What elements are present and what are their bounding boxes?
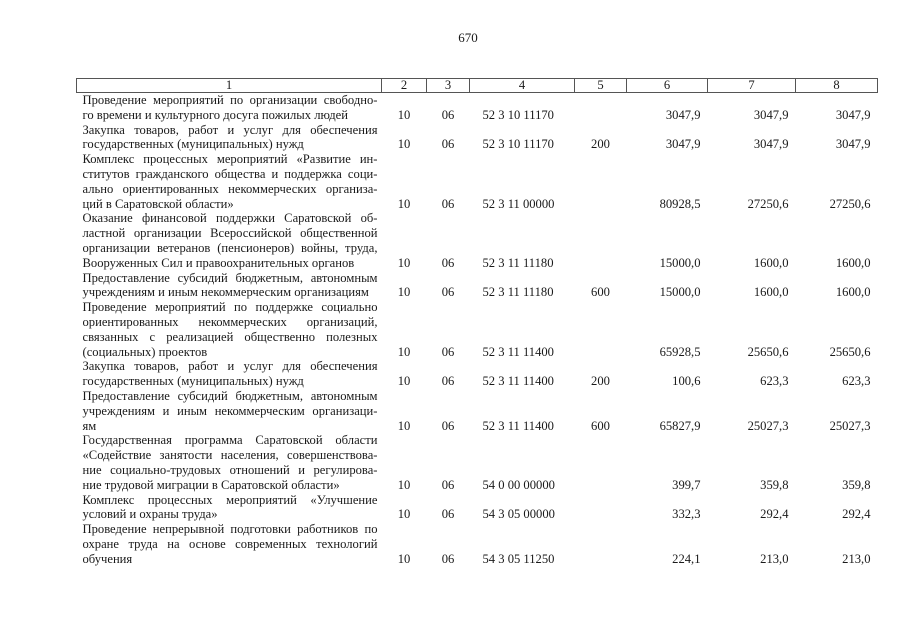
expense-type-cell: 600: [591, 418, 610, 433]
expense-type-cell: [575, 522, 627, 566]
expense-type-cell: [575, 211, 627, 270]
amount-cell: 100,6: [672, 374, 701, 389]
amount-cell: 359,8: [842, 477, 871, 492]
description-line: Предоставление субсидий бюджетным, автономным: [82, 270, 378, 285]
description-line: охране труда на основе современных технологий: [82, 536, 378, 551]
section-cell: 10: [397, 285, 411, 300]
target-article-cell: 52 3 11 11400: [482, 374, 554, 389]
column-header: 3: [427, 79, 470, 93]
amount-cell: 27250,6: [747, 196, 789, 211]
row-description: [77, 211, 382, 270]
row-description: [77, 389, 382, 433]
subsection-cell: 06: [441, 551, 455, 566]
target-article-cell: 52 3 11 11400: [482, 418, 554, 433]
amount-cell: 213,0: [842, 551, 871, 566]
subsection-cell: 06: [441, 507, 455, 522]
amount-cell: 213,0: [760, 551, 789, 566]
amount-cell: 1600,0: [835, 285, 871, 300]
row-description: [77, 359, 382, 389]
target-article-cell: 54 3 05 11250: [482, 551, 555, 566]
row-description: [77, 300, 382, 359]
table-row: [77, 433, 878, 492]
section-cell: 10: [397, 507, 411, 522]
amount-cell: 15000,0: [659, 285, 701, 300]
section-cell: 10: [397, 344, 411, 359]
subsection-cell: 06: [441, 107, 455, 122]
description-line: Комплекс процессных мероприятий «Улучшение: [82, 492, 378, 507]
amount-cell: 3047,9: [753, 107, 789, 122]
table-row: [77, 93, 878, 123]
amount-cell: 332,3: [672, 507, 701, 522]
description-line: ние социально-трудовых отношений и регулирова-: [82, 462, 378, 477]
amount-cell: 15000,0: [659, 255, 701, 270]
subsection-cell: 06: [441, 285, 455, 300]
target-article-cell: 52 3 11 11400: [482, 344, 554, 359]
expense-type-cell: [575, 493, 627, 523]
description-line: обучения: [82, 551, 133, 566]
row-description: [77, 271, 382, 301]
amount-cell: 1600,0: [835, 255, 871, 270]
description-line: учреждениям и иным некоммерческим организаци-: [82, 403, 378, 418]
amount-cell: 25027,3: [747, 418, 789, 433]
page-number: 670: [458, 30, 478, 45]
amount-cell: 3047,9: [835, 137, 871, 152]
amount-cell: 623,3: [760, 374, 789, 389]
target-article-cell: 54 3 05 00000: [482, 507, 555, 522]
amount-cell: 1600,0: [753, 255, 789, 270]
description-line: Проведение мероприятий по организации свободно-: [82, 93, 378, 107]
amount-cell: 399,7: [672, 477, 701, 492]
amount-cell: 80928,5: [659, 196, 701, 211]
expense-type-cell: [575, 300, 627, 359]
target-article-cell: 54 0 00 00000: [482, 477, 555, 492]
table-row: [77, 152, 878, 211]
description-line: условий и охраны труда»: [82, 507, 218, 522]
amount-cell: 3047,9: [665, 137, 701, 152]
table-row: [77, 493, 878, 523]
subsection-cell: 06: [441, 477, 455, 492]
section-cell: 10: [397, 551, 411, 566]
description-line: «Содействие занятости населения, совершенствова-: [82, 448, 378, 463]
description-line: ластной организации Всероссийской общественной: [82, 226, 378, 241]
description-line: учреждениям и иным некоммерческим организациям: [82, 285, 369, 300]
subsection-cell: 06: [441, 374, 455, 389]
column-header: 8: [796, 79, 878, 93]
amount-cell: 27250,6: [829, 196, 871, 211]
column-header: 4: [470, 79, 575, 93]
amount-cell: 359,8: [760, 477, 789, 492]
table-row: [77, 522, 878, 566]
description-line: организации ветеранов (пенсионеров) войны, труда,: [82, 240, 378, 255]
description-line: Комплекс процессных мероприятий «Развитие ин-: [82, 152, 378, 167]
table-row: [77, 389, 878, 433]
target-article-cell: 52 3 11 11180: [482, 255, 554, 270]
amount-cell: 25650,6: [747, 344, 789, 359]
row-description: [77, 493, 382, 523]
table-row: [77, 300, 878, 359]
amount-cell: 3047,9: [835, 107, 871, 122]
description-line: ям: [82, 418, 97, 433]
description-line: ально ориентированных некоммерческих организа-: [82, 181, 378, 196]
row-description: [77, 152, 382, 211]
section-cell: 10: [397, 374, 411, 389]
amount-cell: 1600,0: [753, 285, 789, 300]
table-row: [77, 359, 878, 389]
amount-cell: 292,4: [842, 507, 871, 522]
section-cell: 10: [397, 477, 411, 492]
target-article-cell: 52 3 10 11170: [482, 137, 554, 152]
expense-type-cell: [575, 152, 627, 211]
row-description: [77, 93, 382, 123]
description-line: Оказание финансовой поддержки Саратовской об-: [82, 211, 378, 226]
section-cell: 10: [397, 137, 411, 152]
expense-type-cell: 200: [591, 374, 610, 389]
section-cell: 10: [397, 196, 411, 211]
expense-type-cell: 600: [591, 285, 610, 300]
table-row: [77, 271, 878, 301]
description-line: го времени и культурного досуга пожилых людей: [82, 107, 348, 122]
description-line: Закупка товаров, работ и услуг для обеспечения: [82, 359, 378, 374]
row-description: [77, 433, 382, 492]
target-article-cell: 52 3 10 11170: [482, 107, 554, 122]
column-header: 6: [627, 79, 708, 93]
amount-cell: 3047,9: [665, 107, 701, 122]
section-cell: 10: [397, 107, 411, 122]
row-description: [77, 123, 382, 153]
budget-table: [76, 78, 878, 567]
subsection-cell: 06: [441, 344, 455, 359]
row-description: [77, 522, 382, 566]
description-line: Предоставление субсидий бюджетным, автономным: [82, 388, 378, 403]
subsection-cell: 06: [441, 137, 455, 152]
expense-type-cell: 200: [591, 137, 610, 152]
table-row: [77, 211, 878, 270]
amount-cell: 25650,6: [829, 344, 871, 359]
table-row: [77, 123, 878, 153]
amount-cell: 65827,9: [659, 418, 701, 433]
column-header: 2: [382, 79, 427, 93]
column-header: 1: [77, 79, 382, 93]
description-line: ций в Саратовской области»: [82, 196, 234, 211]
subsection-cell: 06: [441, 255, 455, 270]
description-line: Проведение мероприятий по поддержке социально: [82, 300, 378, 315]
subsection-cell: 06: [441, 418, 455, 433]
target-article-cell: 52 3 11 11180: [482, 285, 554, 300]
description-line: (социальных) проектов: [82, 344, 208, 359]
amount-cell: 224,1: [672, 551, 701, 566]
description-line: ориентированных некоммерческих организаций,: [82, 314, 378, 329]
subsection-cell: 06: [441, 196, 455, 211]
target-article-cell: 52 3 11 00000: [482, 196, 555, 211]
amount-cell: 623,3: [842, 374, 871, 389]
expense-type-cell: [575, 433, 627, 492]
expense-type-cell: [575, 93, 627, 123]
description-line: связанных с реализацией общественно полезных: [82, 329, 378, 344]
amount-cell: 292,4: [760, 507, 789, 522]
amount-cell: 3047,9: [753, 137, 789, 152]
column-header: 7: [708, 79, 796, 93]
amount-cell: 25027,3: [829, 418, 871, 433]
column-header: 5: [575, 79, 627, 93]
description-line: Закупка товаров, работ и услуг для обеспечения: [82, 122, 378, 137]
table-header-row: [77, 79, 878, 93]
description-line: Вооруженных Сил и правоохранительных органов: [82, 255, 355, 270]
section-cell: 10: [397, 418, 411, 433]
amount-cell: 65928,5: [659, 344, 701, 359]
section-cell: 10: [397, 255, 411, 270]
description-line: Проведение непрерывной подготовки работников по: [82, 522, 378, 537]
description-line: ние трудовой миграции в Саратовской области»: [82, 477, 340, 492]
description-line: ститутов гражданского общества и поддержка соци-: [82, 166, 378, 181]
description-line: Государственная программа Саратовской области: [82, 433, 378, 448]
description-line: государственных (муниципальных) нужд: [82, 137, 304, 152]
description-line: государственных (муниципальных) нужд: [82, 374, 304, 389]
